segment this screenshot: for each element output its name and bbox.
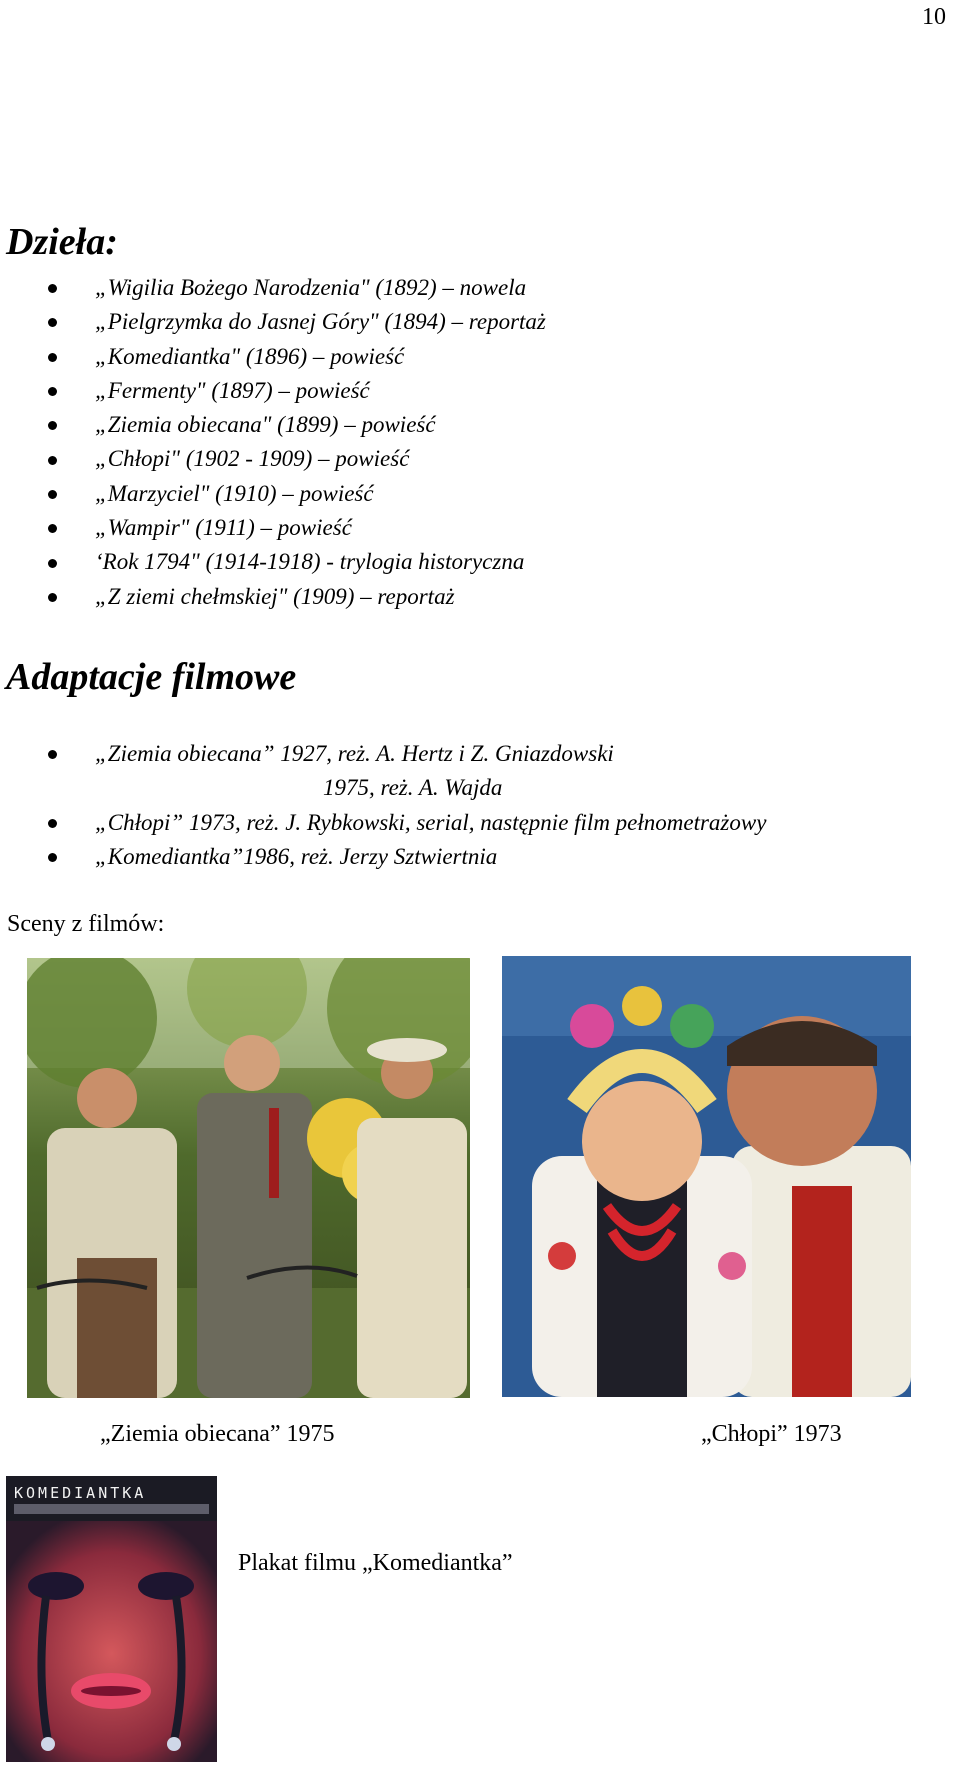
bullet-icon: [48, 524, 57, 533]
scene-photo-ziemia-obiecana: [27, 958, 470, 1398]
adaptations-list: [0, 737, 766, 874]
bullet-icon: [48, 819, 57, 828]
list-item: „Komediantka”1986, reż. Jerzy Sztwiertnia: [0, 840, 766, 874]
bullet-icon: [48, 490, 57, 499]
bullet-icon: [48, 421, 57, 430]
list-item: „Marzyciel" (1910) – powieść: [0, 477, 546, 511]
list-item: ‘Rok 1794" (1914-1918) - trylogia historyczna: [0, 545, 546, 579]
bullet-icon: [48, 593, 57, 602]
scenes-label: Sceny z filmów:: [7, 911, 165, 937]
list-item: „Komediantka" (1896) – powieść: [0, 340, 546, 374]
list-item: „Ziemia obiecana" (1899) – powieść: [0, 408, 546, 442]
bullet-icon: [48, 853, 57, 862]
poster-komediantka: [6, 1476, 217, 1762]
works-list: [0, 271, 546, 614]
bullet-icon: [48, 318, 57, 327]
list-item: „Z ziemi chełmskiej" (1909) – reportaż: [0, 580, 546, 614]
list-item: „Ziemia obiecana” 1927, reż. A. Hertz i Z. Gniazdowski: [0, 737, 766, 771]
list-item: „Chłopi” 1973, reż. J. Rybkowski, serial, następnie film pełnometrażowy: [0, 806, 766, 840]
bullet-icon: [48, 750, 57, 759]
list-item: „Chłopi" (1902 - 1909) – powieść: [0, 442, 546, 476]
poster-caption: Plakat filmu „Komediantka”: [238, 1550, 513, 1576]
list-item: „Wigilia Bożego Narodzenia" (1892) – nowela: [0, 271, 546, 305]
list-item: „Pielgrzymka do Jasnej Góry" (1894) – reportaż: [0, 305, 546, 339]
bullet-icon: [48, 353, 57, 362]
works-heading: Dzieła:: [6, 221, 118, 263]
scene-caption-chlopi: „Chłopi” 1973: [701, 1421, 842, 1447]
list-item: „Wampir" (1911) – powieść: [0, 511, 546, 545]
bullet-icon: [48, 284, 57, 293]
poster-title: KOMEDIANTKA: [14, 1484, 147, 1502]
list-item-continuation: 1975, reż. A. Wajda: [323, 775, 503, 801]
bullet-icon: [48, 456, 57, 465]
scene-caption-ziemia-obiecana: „Ziemia obiecana” 1975: [100, 1421, 335, 1447]
page-number: 10: [922, 4, 946, 30]
list-item: „Fermenty" (1897) – powieść: [0, 374, 546, 408]
scene-photo-chlopi: [502, 956, 911, 1397]
bullet-icon: [48, 387, 57, 396]
bullet-icon: [48, 559, 57, 568]
adaptations-heading: Adaptacje filmowe: [6, 656, 297, 698]
